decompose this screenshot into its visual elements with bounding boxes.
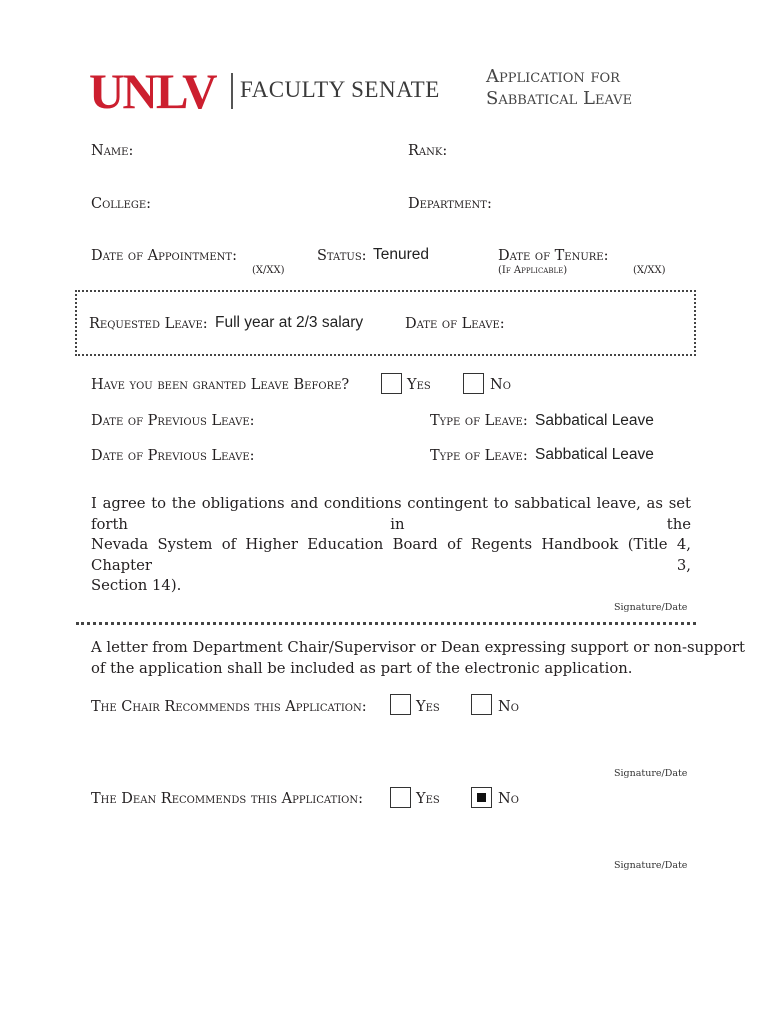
status-value[interactable]: Tenured (373, 246, 430, 263)
date-of-tenure-label: Date of Tenure: (498, 248, 609, 264)
recommendation-note-line-2: of the application shall be included as part of the electronic application. (91, 659, 633, 677)
agreement-line-1: I agree to the obligations and conditions contingent to sabbatical leave, as set forth in the (91, 495, 691, 533)
appointment-format-hint: (X/XX) (252, 265, 285, 276)
previous-leave-type-label-1: Type of Leave: (430, 413, 528, 429)
tenure-format-hint: (X/XX) (633, 265, 666, 276)
form-title-line2: Sabbatical Leave (486, 88, 633, 109)
applicant-signature-date[interactable]: Signature/Date (614, 602, 688, 613)
prior-leave-question: Have you been granted Leave Before? (91, 377, 350, 393)
dean-no-checkbox[interactable] (471, 787, 492, 808)
section-divider (76, 622, 696, 625)
dean-no-label: No (498, 791, 519, 807)
unlv-logo: UNLV (89, 63, 216, 119)
recommendation-note-line-1: A letter from Department Chair/Supervisor or Dean expressing support or non-support (91, 639, 745, 656)
chair-no-checkbox[interactable] (471, 694, 492, 715)
department-label: Department: (408, 196, 492, 212)
previous-leave-type-value-2[interactable]: Sabbatical Leave (535, 446, 654, 463)
form-title-line1: Application for (486, 66, 620, 87)
prior-leave-yes-checkbox[interactable] (381, 373, 402, 394)
date-of-appointment-label: Date of Appointment: (91, 248, 237, 264)
requested-leave-label: Requested Leave: (89, 316, 208, 332)
faculty-senate-wordmark: FACULTY SENATE (240, 77, 440, 102)
previous-leave-date-label-1: Date of Previous Leave: (91, 413, 255, 429)
logo-divider (231, 73, 233, 109)
dean-signature-date[interactable]: Signature/Date (614, 860, 688, 871)
dean-yes-checkbox[interactable] (390, 787, 411, 808)
chair-recommendation-label: The Chair Recommends this Application: (91, 699, 367, 715)
previous-leave-type-label-2: Type of Leave: (430, 448, 528, 464)
agreement-line-3: Section 14). (91, 577, 182, 594)
chair-yes-checkbox[interactable] (390, 694, 411, 715)
previous-leave-date-label-2: Date of Previous Leave: (91, 448, 255, 464)
dean-yes-label: Yes (416, 791, 440, 807)
prior-leave-yes-label: Yes (407, 377, 431, 393)
rank-label: Rank: (408, 143, 448, 159)
form-title (486, 66, 632, 110)
status-label: Status: (317, 248, 367, 264)
previous-leave-type-value-1[interactable]: Sabbatical Leave (535, 412, 654, 429)
college-label: College: (91, 196, 152, 212)
recommendation-note (91, 638, 745, 679)
requested-leave-value[interactable]: Full year at 2/3 salary (215, 314, 364, 331)
dean-recommendation-label: The Dean Recommends this Application: (91, 791, 363, 807)
agreement-line-2: Nevada System of Higher Education Board of Regents Handbook (Title 4, Chapter 3, (91, 536, 691, 574)
date-of-leave-label: Date of Leave: (405, 316, 505, 332)
chair-signature-date[interactable]: Signature/Date (614, 768, 688, 779)
if-applicable-note: (If Applicable) (498, 265, 568, 276)
agreement-paragraph (91, 494, 691, 597)
chair-no-label: No (498, 699, 519, 715)
chair-yes-label: Yes (416, 699, 440, 715)
prior-leave-no-label: No (490, 377, 511, 393)
prior-leave-no-checkbox[interactable] (463, 373, 484, 394)
name-label: Name: (91, 143, 134, 159)
